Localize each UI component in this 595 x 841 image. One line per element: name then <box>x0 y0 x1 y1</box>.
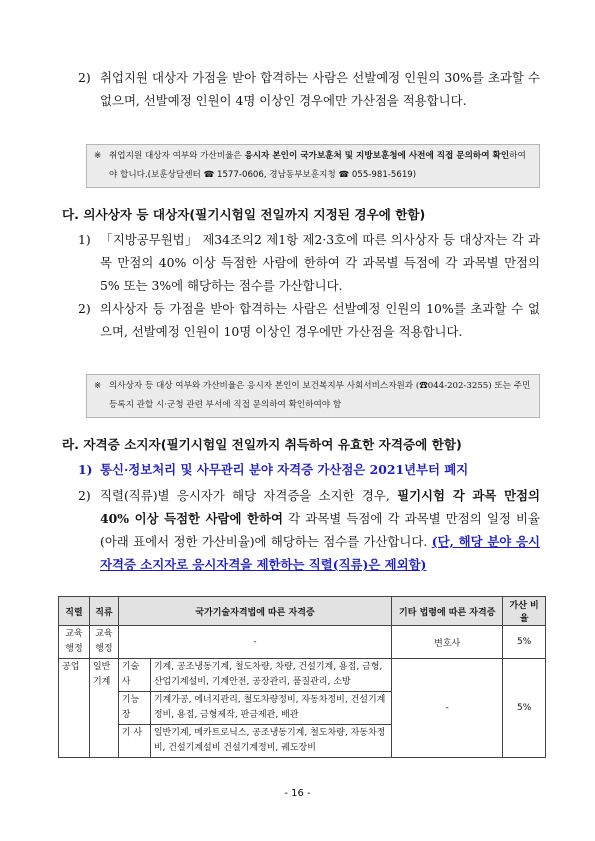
item-number: 1) <box>78 462 93 477</box>
item-text-plain-2: 각 과목별 득점에 각 과목별 만점의 일정 비율(아래 표에서 정한 가산비율)에 해당하는 점수를 가산합니다. <box>100 511 540 549</box>
note-mark: ※ <box>94 151 102 161</box>
item-text: 의사상자 등 가점을 받아 합격하는 사람은 선발예정 인원의 10%를 초과할 수 없으며, 선발예정 인원이 10명 이상인 경우에만 가산점을 적용합니다. <box>100 301 540 339</box>
section-heading-certificate-holders: 라. 자격증 소지자(필기시험일 전일까지 취득하여 유효한 자격증에 한함) <box>62 437 462 452</box>
item-text-exception: (단, 해당 분야 응시자격증 소지자로 응시자격을 제한하는 직렬(직류)은 제외함) <box>100 534 540 572</box>
cell-cert-list: 기계가공, 에너지관리, 철도차량정비, 자동차정비, 건설기계정비, 용접, 금형제작, 판금제관, 배관 <box>150 692 391 725</box>
cell-level: 기 사 <box>118 725 150 758</box>
cell-cert-list: 기계, 공조냉동기계, 철도차량, 차량, 건설기계, 용접, 금형, 산업기계설비, 기계안전, 공장관리, 품질관리, 소방 <box>150 659 391 692</box>
table-row <box>59 659 546 692</box>
item-text-plain: 직렬(직류)별 응시자가 해당 자격증을 소지한 경우, <box>100 488 398 503</box>
header-national-cert: 국가기술자격법에 따른 자격증 <box>118 597 391 626</box>
cell-class: 일반 기계 <box>89 659 118 758</box>
item-number: 1) <box>78 232 91 247</box>
cell-series: 공업 <box>59 659 90 758</box>
cell-series: 교육 행정 <box>59 626 90 659</box>
page-number: - 16 - <box>284 788 311 799</box>
cell-cert-list: 일반기계, 메카트로닉스, 공조냉동기계, 철도차량, 자동차정비, 건설기계설비 건설기계정비, 궤도장비 <box>150 725 391 758</box>
header-series: 직렬 <box>59 597 90 626</box>
note-text-plain: 취업지원 대상자 여부와 가산비율은 <box>109 151 245 161</box>
certificate-item-2 <box>78 484 540 576</box>
cell-rate: 5% <box>503 659 546 758</box>
cell-other-cert: 변호사 <box>392 626 503 659</box>
certificate-bonus-table <box>58 596 546 758</box>
item-number: 2) <box>78 301 91 316</box>
injured-persons-item-2 <box>78 297 540 343</box>
note-text-bold: 응시자 본인이 국가보훈처 및 지방보훈청에 사전에 직접 문의하여 확인 <box>244 151 510 161</box>
note-text-contact: 하여야 합니다.(보훈상담센터 ☎ 1577-0606, 경남동부보훈지청 ☎ 055-981-5619) <box>109 151 526 180</box>
header-class: 직류 <box>89 597 118 626</box>
item-text: 통신·정보처리 및 사무관리 분야 자격증 가산점은 2021년부터 폐지 <box>100 462 469 477</box>
item-text: 「지방공무원법」 제34조의2 제1항 제2·3호에 따른 의사상자 등 대상자는 각 과목 만점의 40% 이상 득점한 사람에 한하여 각 과목별 득점에 각 과목별 만점의 5% 또는 3%에 해당하는 점수를 가산합니다. <box>100 232 540 293</box>
section-heading-injured-persons: 다. 의사상자 등 대상자(필기시험일 전일까지 지정된 경우에 한함) <box>62 207 426 222</box>
employment-support-item-2 <box>78 66 540 112</box>
cell-level: 기능장 <box>118 692 150 725</box>
certificate-item-1 <box>78 458 540 481</box>
cell-national-cert: - <box>118 626 391 659</box>
cell-class: 교육 행정 <box>89 626 118 659</box>
note-employment-support <box>86 144 540 188</box>
item-number: 2) <box>78 488 91 503</box>
note-injured-persons <box>86 374 540 418</box>
header-other-cert: 기타 법령에 따른 자격증 <box>392 597 503 626</box>
item-text: 취업지원 대상자 가점을 받아 합격하는 사람은 선발예정 인원의 30%를 초과할 수 없으며, 선발예정 인원이 4명 이상인 경우에만 가산점을 적용합니다. <box>100 70 540 108</box>
table-row <box>59 626 546 659</box>
cell-rate: 5% <box>503 626 546 659</box>
injured-persons-item-1 <box>78 228 540 297</box>
cell-other-cert: - <box>392 659 503 758</box>
item-number: 2) <box>78 70 91 85</box>
item-text-bold: 필기시험 각 과목 만점의 40% 이상 득점한 사람에 한하여 <box>100 488 540 526</box>
cell-level: 기술사 <box>118 659 150 692</box>
note-mark: ※ <box>94 381 102 391</box>
header-rate: 가산 비율 <box>503 597 546 626</box>
note-text: 의사상자 등 대상 여부와 가산비율은 응시자 본인이 보건복지부 사회서비스자원과 (☎044-202-3255) 또는 주민등록지 관할 시·군청 관련 부서에 직접 문의하여 확인하여야 함 <box>109 381 531 410</box>
table-header-row <box>59 597 546 626</box>
